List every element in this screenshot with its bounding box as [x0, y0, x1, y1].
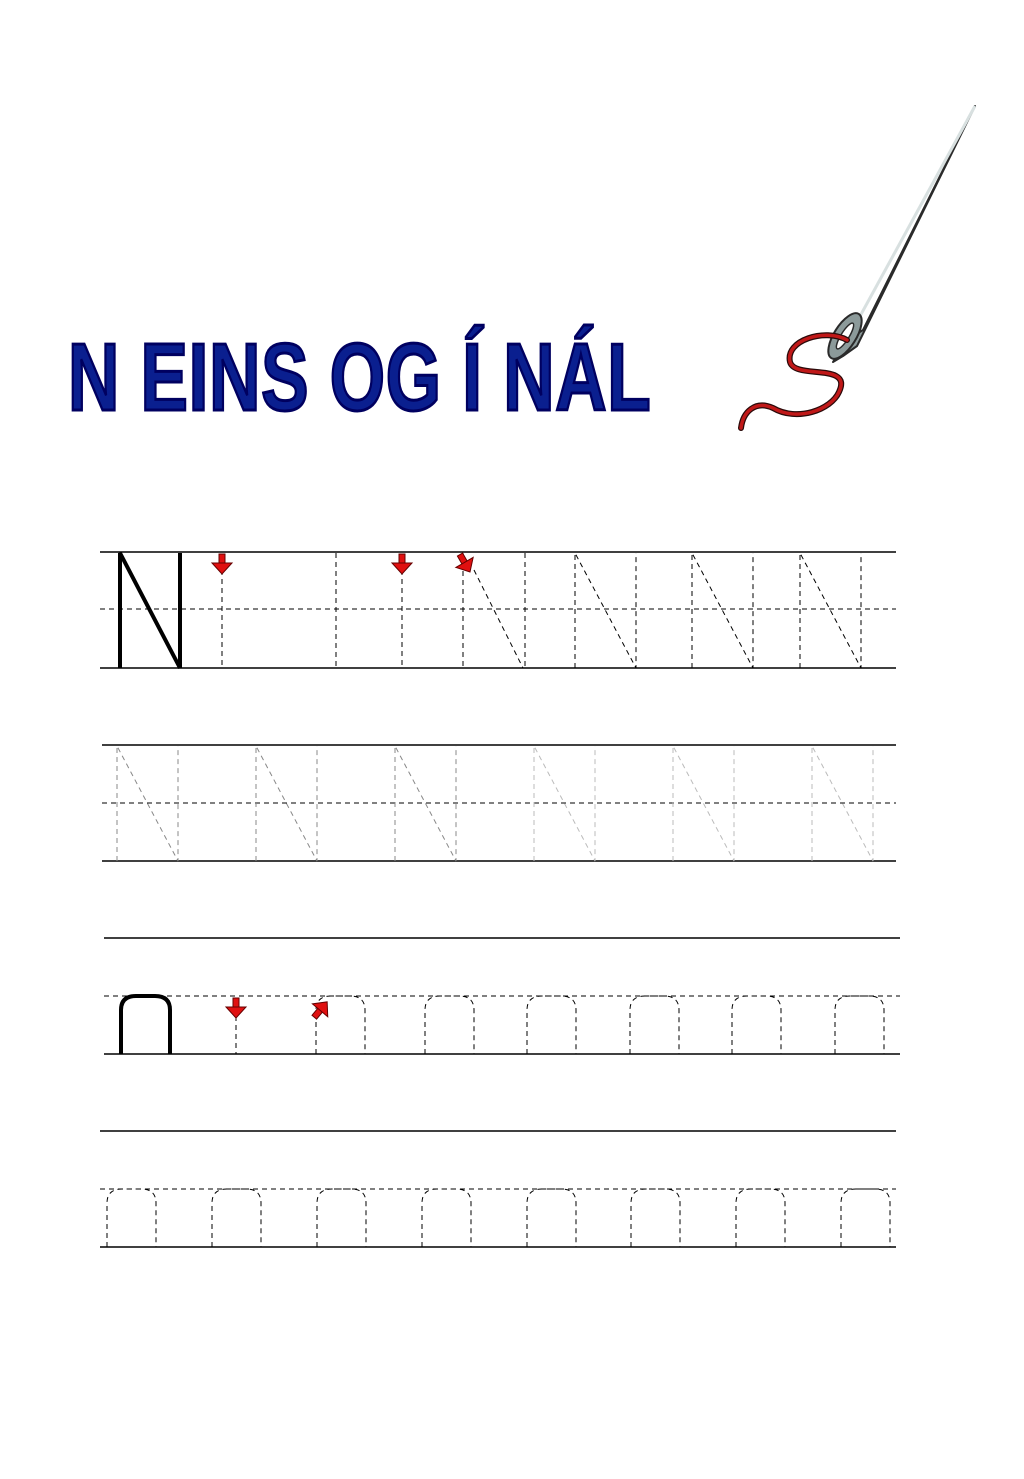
example-letter-N — [120, 553, 180, 668]
page-title: N EINS OG Í NÁL — [68, 324, 652, 431]
practice-row-lowercase-2 — [100, 1131, 896, 1247]
example-letter-n — [121, 996, 170, 1054]
practice-row-lowercase-1 — [104, 938, 900, 1054]
practice-row-uppercase-2 — [102, 745, 896, 861]
red-arrow-icon — [451, 550, 478, 577]
red-arrow-icon — [392, 554, 412, 574]
practice-row-uppercase-1 — [100, 550, 896, 668]
red-arrow-icon — [307, 995, 335, 1023]
red-arrow-icon — [226, 998, 246, 1018]
red-arrow-icon — [212, 554, 232, 574]
